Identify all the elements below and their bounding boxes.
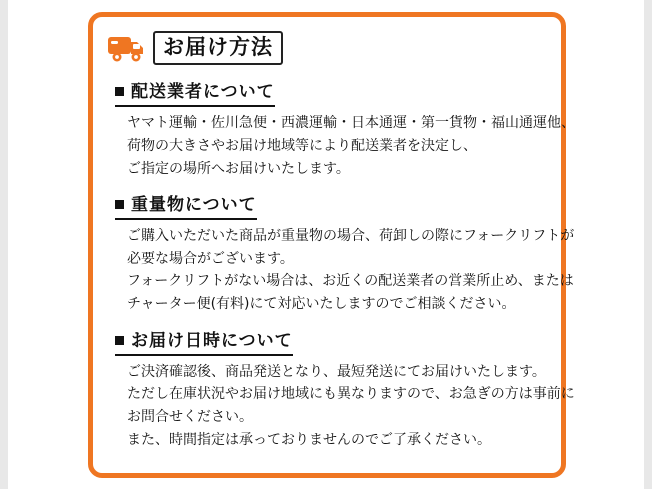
section-shipping-carriers (93, 81, 575, 180)
body-line: また、時間指定は承っておりませんのでご了承ください。 (127, 431, 491, 448)
right-margin-strip (644, 0, 652, 489)
section-heading (115, 194, 257, 220)
body-line: ただし在庫状況やお届け地域にも異なりますので、お急ぎの方は事前に (127, 386, 575, 403)
section-body (115, 225, 575, 316)
delivery-truck-icon (107, 32, 145, 64)
body-line: フォークリフトがない場合は、お近くの配送業者の営業所止め、または (127, 273, 574, 290)
body-line: 荷物の大きさやお届け地域等により配送業者を決定し、 (127, 137, 477, 154)
section-heavy-items (93, 194, 575, 316)
square-bullet-icon (115, 200, 124, 209)
section-heading-text: お届け日時について (131, 330, 293, 351)
delivery-info-card (88, 12, 575, 478)
section-body (115, 361, 575, 452)
square-bullet-icon (115, 336, 124, 345)
left-margin-strip (0, 0, 8, 489)
body-line: ご購入いただいた商品が重量物の場合、荷卸しの際にフォークリフトが (127, 228, 575, 245)
square-bullet-icon (115, 87, 124, 96)
body-line: ご指定の場所へお届けいたします。 (127, 160, 350, 177)
card-header (107, 31, 561, 65)
body-line: チャーター便(有料)にて対応いたしますのでご相談ください。 (127, 296, 516, 313)
page-title: お届け方法 (153, 31, 283, 65)
section-heading (115, 330, 293, 356)
section-heading-text: 重量物について (131, 195, 257, 216)
body-line: 必要な場合がございます。 (127, 250, 294, 267)
section-delivery-datetime (93, 330, 575, 452)
body-line: ご決済確認後、商品発送となり、最短発送にてお届けいたします。 (127, 363, 546, 380)
body-line: お問合せください。 (127, 409, 253, 426)
body-line: ヤマト運輸・佐川急便・西濃運輸・日本通運・第一貨物・福山通運他、 (127, 115, 575, 132)
section-heading (115, 81, 275, 107)
section-heading-text: 配送業者について (131, 82, 275, 103)
section-body (115, 112, 575, 180)
